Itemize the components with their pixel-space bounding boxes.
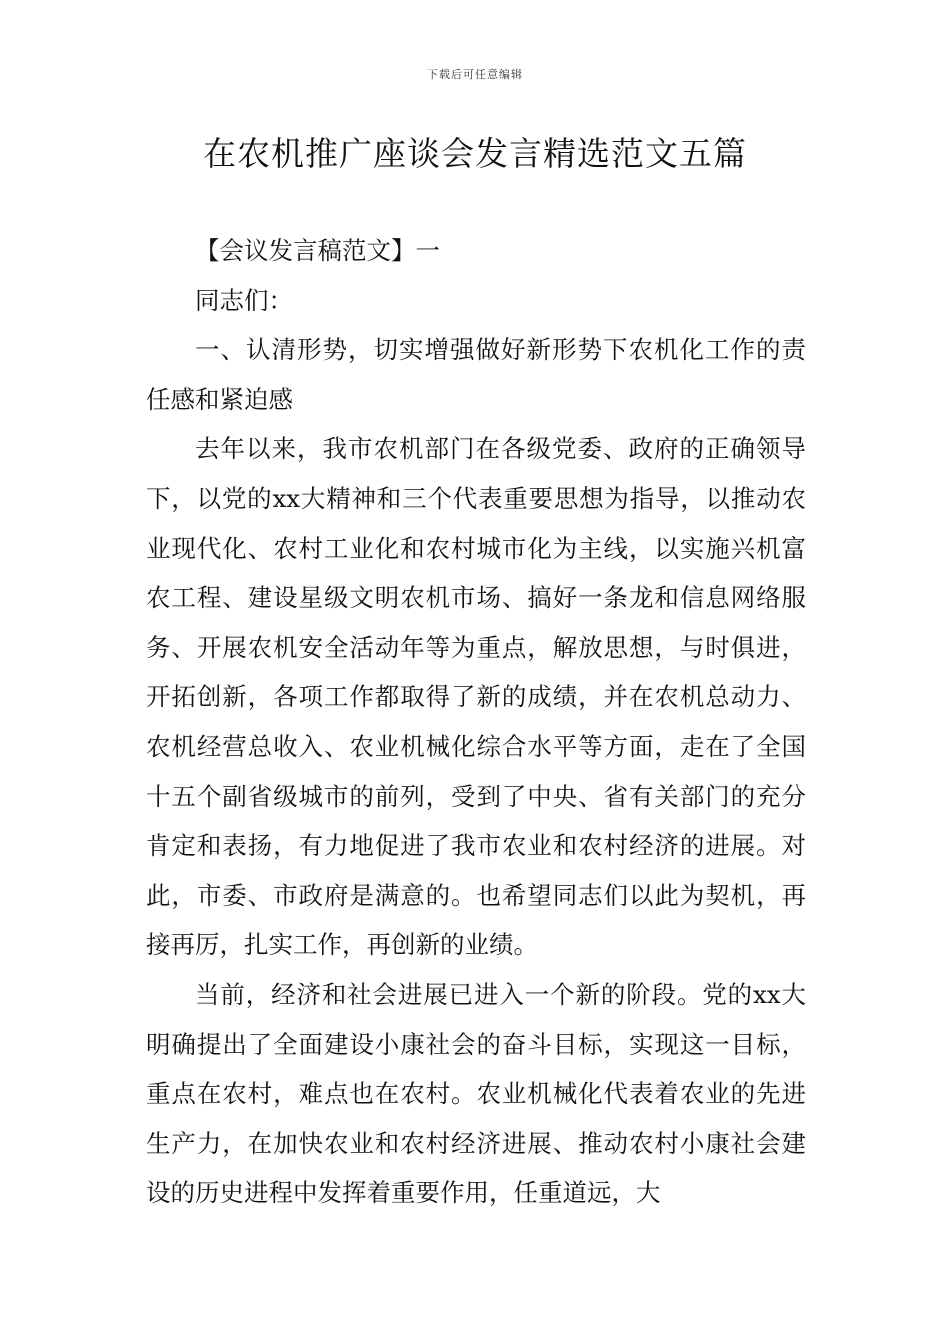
document-body <box>146 226 806 1218</box>
header-note: 下载后可任意编辑 <box>427 68 523 81</box>
body-paragraph: 去年以来，我市农机部门在各级党委、政府的正确领导下，以党的xx大精神和三个代表重要思想为指导，以推动农业现代化、农村工业化和农村城市化为主线，以实施兴机富农工程、建设星级文明农机市场、搞好一条龙和信息网络服务、开展农机安全活动年等为重点，解放思想，与时俱进，开拓创新，各项工作都取得了新的成绩，并在农机总动力、农机经营总收入、农业机械化综合水平等方面，走在了全国十五个副省级城市的前列，受到了中央、省有关部门的充分肯定和表扬，有力地促进了我市农业和农村经济的进展。对此，市委、市政府是满意的。也希望同志们以此为契机，再接再厉，扎实工作，再创新的业绩。 <box>146 434 806 960</box>
body-paragraph: 当前，经济和社会进展已进入一个新的阶段。党的xx大明确提出了全面建设小康社会的奋斗目标，实现这一目标，重点在农村，难点也在农村。农业机械化代表着农业的先进生产力，在加快农业和农村经济进展、推动农村小康社会建设的历史进程中发挥着重要作用，任重道远，大 <box>146 979 806 1208</box>
salutation: 同志们： <box>195 285 293 315</box>
subsection-heading: 一、认清形势，切实增强做好新形势下农机化工作的责任感和紧迫感 <box>146 335 806 414</box>
document-title: 在农机推广座谈会发言精选范文五篇 <box>203 134 747 173</box>
section-heading: 【会议发言稿范文】一 <box>195 236 440 265</box>
